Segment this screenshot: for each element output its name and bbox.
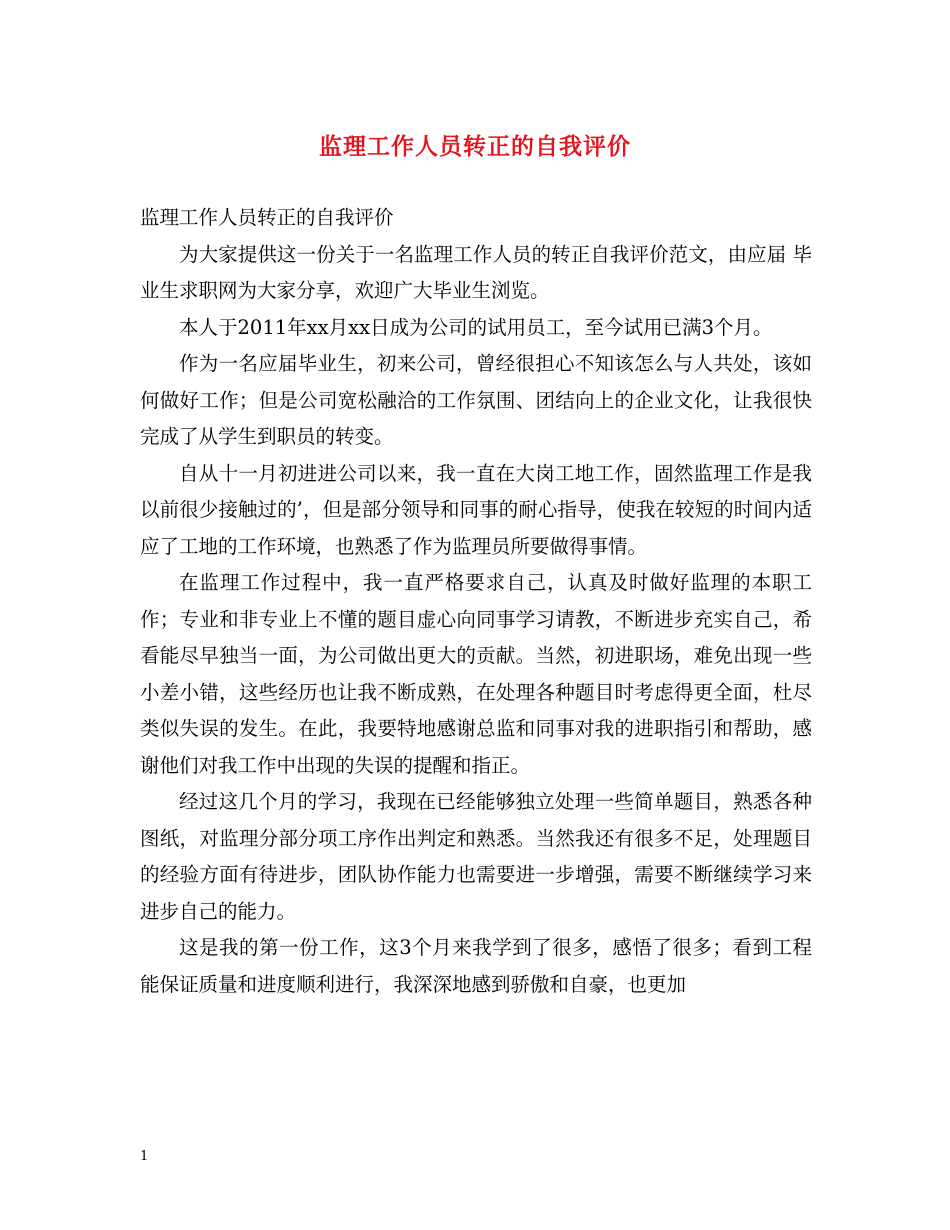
paragraph: 自从十一月初进进公司以来，我一直在大岗工地工作，固然监理工作是我以前很少接触过的’，但是部分领导和同事的耐心指导，使我在较短的时间内适应了工地的工作环境，也熟悉了作为监理员所要做得事情。 bbox=[140, 461, 812, 558]
paragraph: 经过这几个月的学习，我现在已经能够独立处理一些简单题目，熟悉各种图纸，对监理分部分项工序作出判定和熟悉。当然我还有很多不足，处理题目的经验方面有待进步，团队协作能力也需要进一步增强，需要不断继续学习来进步自己的能力。 bbox=[140, 790, 812, 923]
paragraph: 本人于2011年xx月xx日成为公司的试用员工，至今试用已满3个月。 bbox=[179, 315, 773, 339]
paragraph: 为大家提供这一份关于一名监理工作人员的转正自我评价范文，由应届 毕业生求职网为大家分享，欢迎广大毕业生浏览。 bbox=[140, 242, 812, 302]
paragraph: 作为一名应届毕业生，初来公司，曾经很担心不知该怎么与人共处，该如何做好工作；但是公司宽松融洽的工作氛围、团结向上的企业文化，让我很快完成了从学生到职员的转变。 bbox=[140, 352, 812, 448]
document-subtitle: 监理工作人员转正的自我评价 bbox=[140, 206, 394, 229]
document-body bbox=[140, 200, 812, 1003]
paragraph: 这是我的第一份工作，这3个月来我学到了很多，感悟了很多；看到工程能保证质量和进度顺利进行，我深深地感到骄傲和自豪，也更加 bbox=[140, 936, 812, 996]
paragraph: 在监理工作过程中，我一直严格要求自己，认真及时做好监理的本职工作；专业和非专业上不懂的题目虚心向同事学习请教，不断进步充实自己，希看能尽早独当一面，为公司做出更大的贡献。当然，初进职场，难免出现一些小差小错，这些经历也让我不断成熟，在处理各种题目时考虑得更全面，杜尽类似失误的发生。在此，我要特地感谢总监和同事对我的进职指引和帮助，感谢他们对我工作中出现的失误的提醒和指正。 bbox=[140, 571, 812, 777]
page-number: 1 bbox=[140, 1149, 149, 1164]
document-title: 监理工作人员转正的自我评价 bbox=[319, 133, 631, 160]
